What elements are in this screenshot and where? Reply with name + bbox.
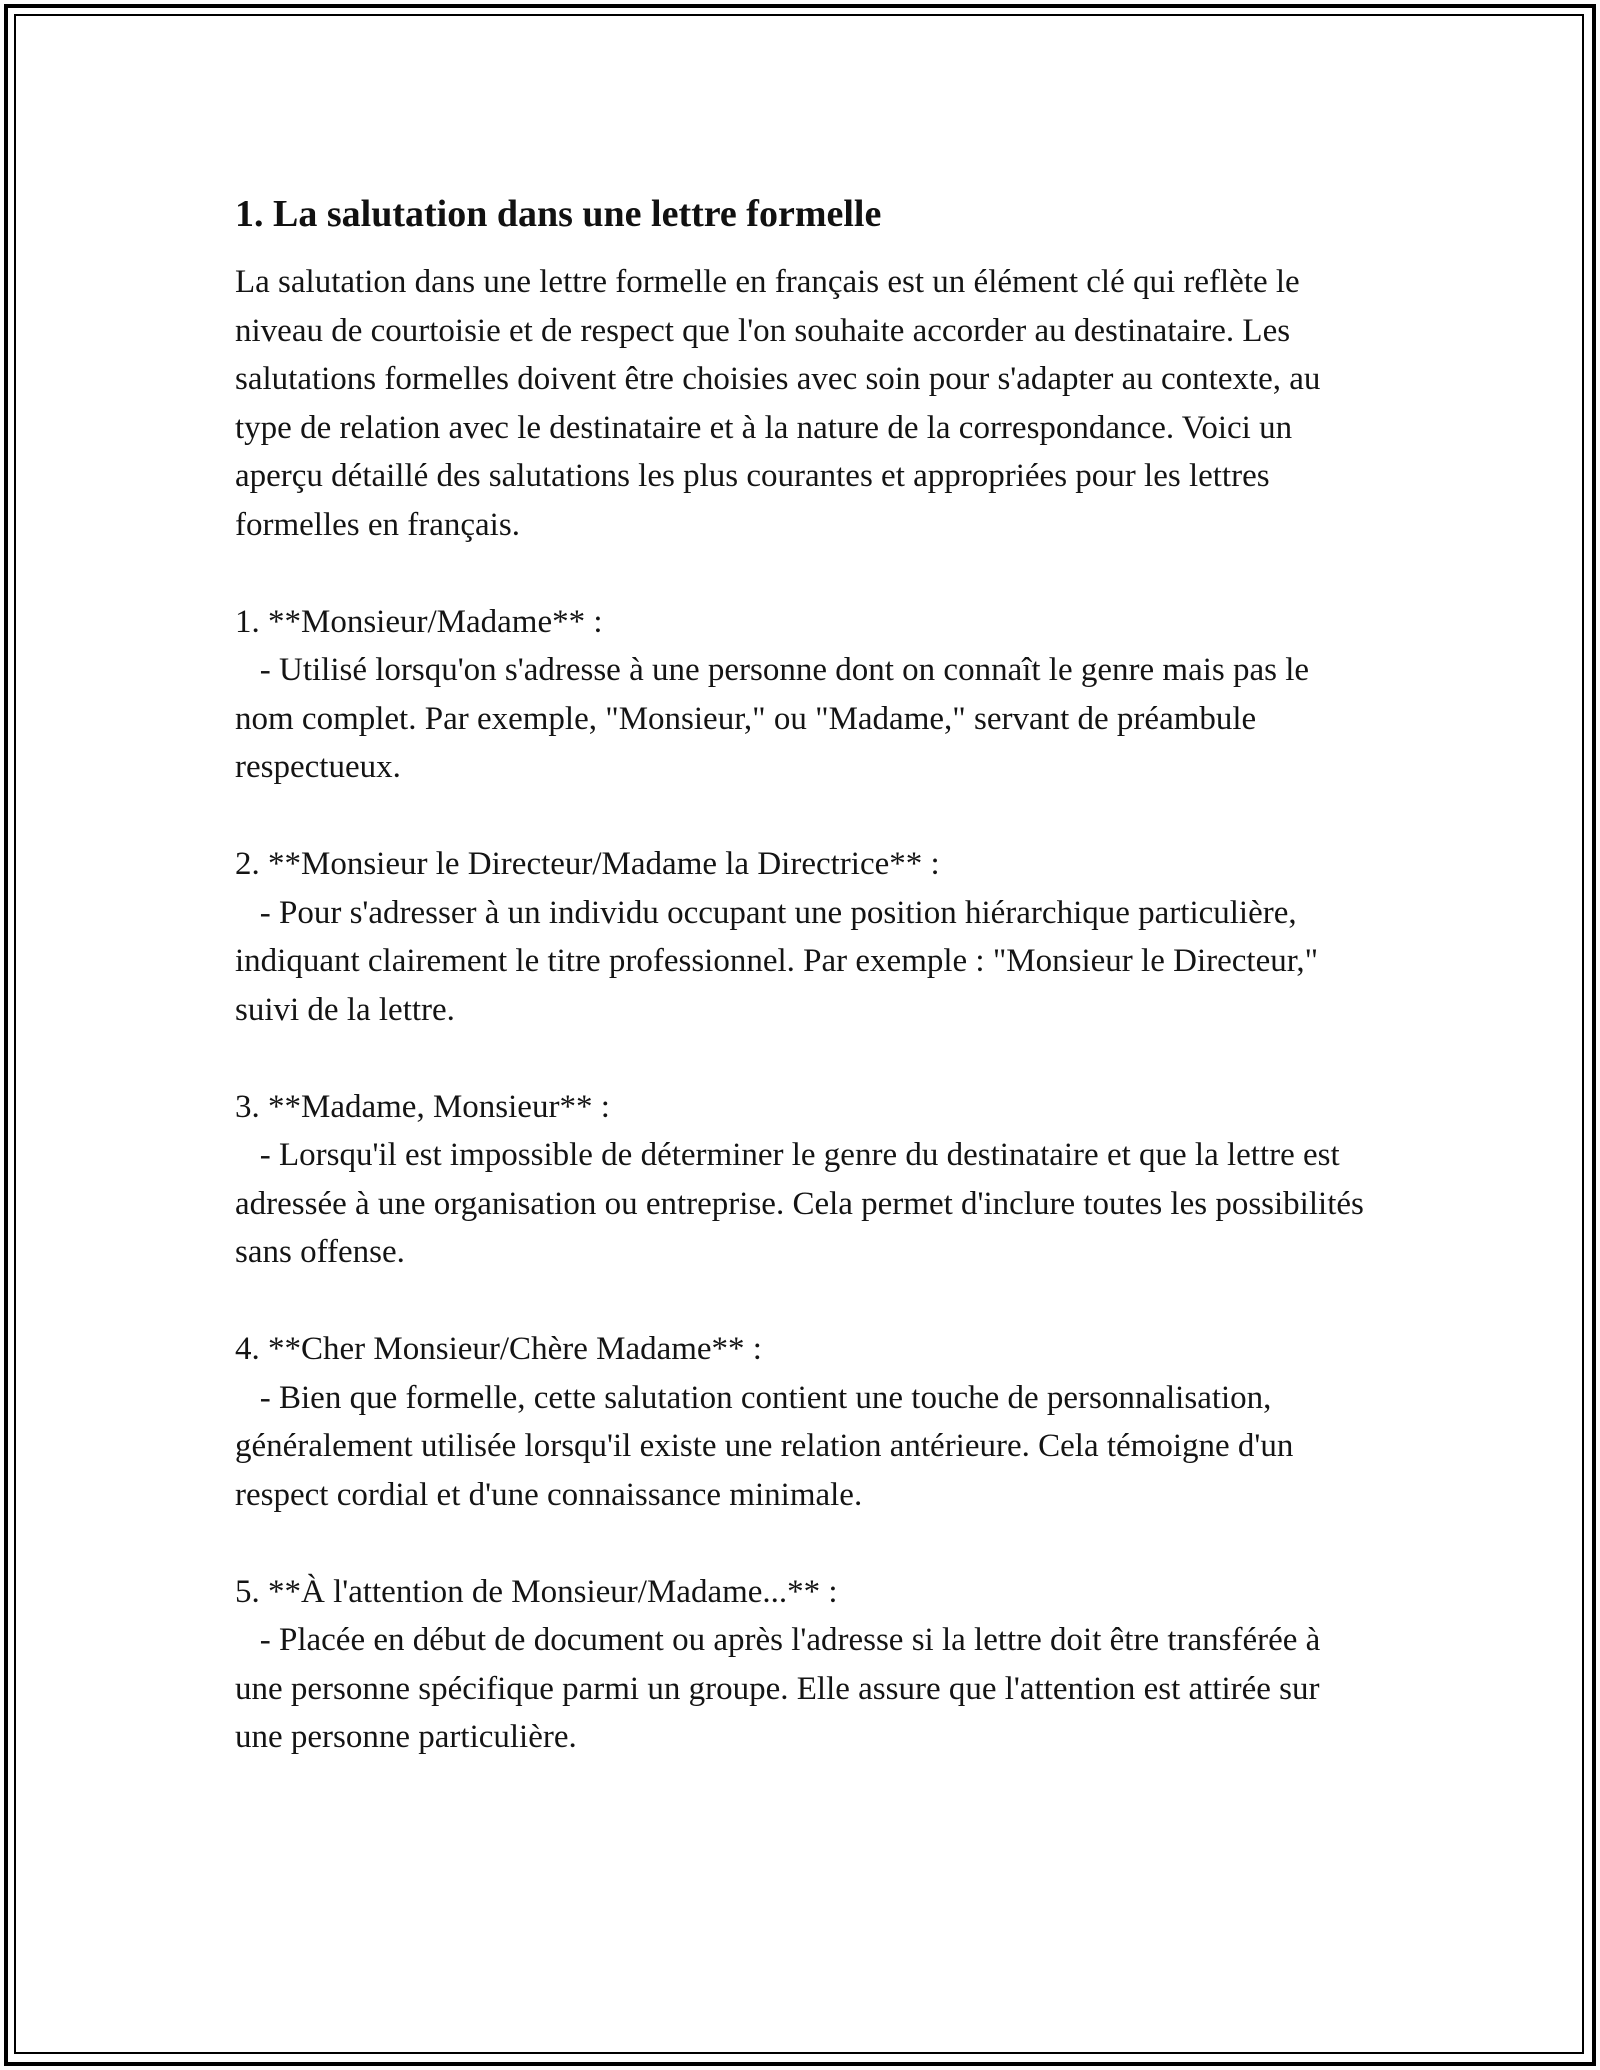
- list-item-body: - Placée en début de document ou après l'adresse si la lettre doit être transférée à une personne spécifique parmi un groupe. Elle assure que l'attention est attirée sur une personne particulière.: [235, 1622, 1321, 1755]
- list-item-body: - Lorsqu'il est impossible de déterminer le genre du destinataire et que la lettre est adressée à une organisation ou entreprise. Cela permet d'inclure toutes les possibilités sans offense.: [235, 1137, 1364, 1270]
- list-item: [235, 1083, 1370, 1277]
- list-item-heading: 4. **Cher Monsieur/Chère Madame** :: [235, 1331, 762, 1367]
- list-item: [235, 1568, 1370, 1762]
- list-item-heading: 3. **Madame, Monsieur** :: [235, 1088, 610, 1125]
- list-item: [235, 1325, 1370, 1519]
- list-item-body: - Utilisé lorsqu'on s'adresse à une personne dont on connaît le genre mais pas le nom complet. Par exemple, "Monsieur," ou "Madame," servant de préambule respectueux.: [235, 652, 1310, 785]
- list-item-heading: 5. **À l'attention de Monsieur/Madame...** :: [235, 1573, 838, 1610]
- document-title: 1. La salutation dans une lettre formelle: [235, 193, 882, 235]
- list-item-body: - Pour s'adresser à un individu occupant une position hiérarchique particulière, indiquant clairement le titre professionnel. Par exemple : "Monsieur le Directeur," suivi de la lettre.: [235, 894, 1319, 1028]
- list-item: [235, 598, 1370, 792]
- document-body: [235, 190, 1370, 1762]
- list-item: [235, 840, 1370, 1034]
- list-item-body: - Bien que formelle, cette salutation contient une touche de personnalisation, généralement utilisée lorsqu'il existe une relation antérieure. Cela témoigne d'un respect cordial et d'une connaissance minimale.: [235, 1379, 1294, 1513]
- list-item-heading: 2. **Monsieur le Directeur/Madame la Directrice** :: [235, 846, 940, 882]
- intro-paragraph: La salutation dans une lettre formelle en français est un élément clé qui reflète le niveau de courtoisie et de respect que l'on souhaite accorder au destinataire. Les salutations formelles doivent être choisies avec soin pour s'adapter au contexte, au type de relation avec le destinataire et à la nature de la correspondance. Voici un aperçu détaillé des salutations les plus courantes et appropriées pour les lettres formelles en français.: [235, 264, 1321, 543]
- list-item-heading: 1. **Monsieur/Madame** :: [235, 603, 603, 640]
